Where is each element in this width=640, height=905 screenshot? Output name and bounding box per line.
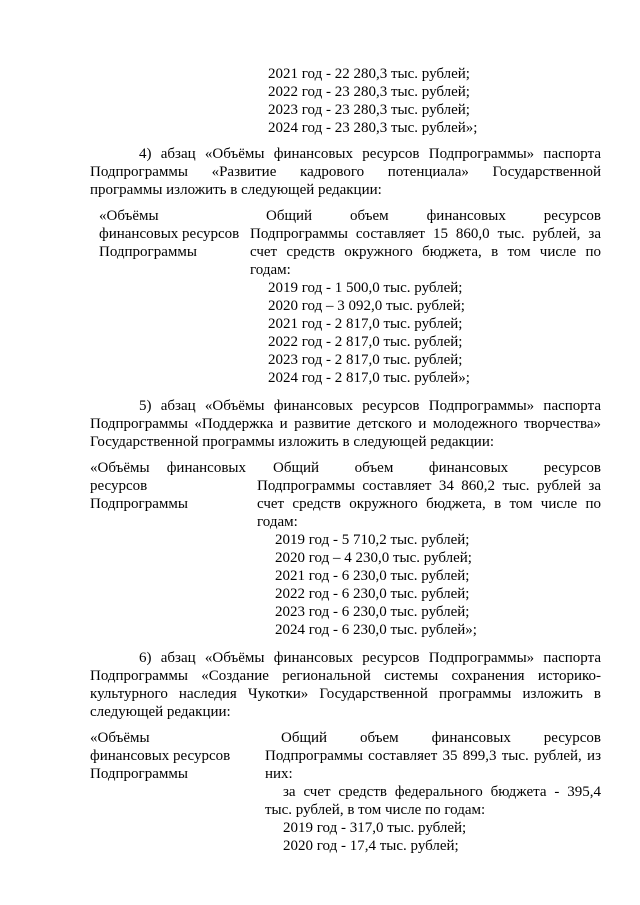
table-text-line: Общий объем финансовых ресурсов: [266, 208, 601, 224]
table-text-line: них:: [265, 766, 293, 782]
year-line: 2022 год - 6 230,0 тыс. рублей;: [275, 586, 470, 602]
year-line: 2020 год – 4 230,0 тыс. рублей;: [275, 550, 472, 566]
table-label: Подпрограммы: [90, 766, 188, 782]
year-line: 2020 год - 17,4 тыс. рублей;: [283, 838, 459, 854]
year-line: 2024 год - 23 280,3 тыс. рублей»;: [268, 120, 478, 136]
year-line: 2024 год - 2 817,0 тыс. рублей»;: [268, 370, 470, 386]
paragraph-line: 4) абзац «Объёмы финансовых ресурсов Подпрограммы» паспорта: [139, 146, 601, 162]
table-label: Подпрограммы: [90, 496, 188, 512]
paragraph-line: 6) абзац «Объёмы финансовых ресурсов Подпрограммы» паспорта: [139, 650, 601, 666]
table-text-line: Общий объем финансовых ресурсов: [281, 730, 601, 746]
year-line: 2023 год - 6 230,0 тыс. рублей;: [275, 604, 470, 620]
paragraph-line: 5) абзац «Объёмы финансовых ресурсов Подпрограммы» паспорта: [139, 398, 601, 414]
table-text-line: Подпрограммы составляет 15 860,0 тыс. рублей, за: [250, 226, 601, 242]
table-text-line: тыс. рублей, в том числе по годам:: [265, 802, 486, 818]
table-label: «Объёмы финансовых: [90, 460, 246, 476]
table-text-line: годам:: [250, 262, 291, 278]
year-line: 2024 год - 6 230,0 тыс. рублей»;: [275, 622, 477, 638]
year-line: 2021 год - 2 817,0 тыс. рублей;: [268, 316, 463, 332]
year-line: 2023 год - 2 817,0 тыс. рублей;: [268, 352, 463, 368]
year-line: 2021 год - 22 280,3 тыс. рублей;: [268, 66, 470, 82]
table-label: ресурсов: [90, 478, 148, 494]
year-line: 2022 год - 23 280,3 тыс. рублей;: [268, 84, 470, 100]
table-text-line: Подпрограммы составляет 34 860,2 тыс. рублей за: [257, 478, 601, 494]
year-line: 2019 год - 317,0 тыс. рублей;: [283, 820, 467, 836]
year-line: 2023 год - 23 280,3 тыс. рублей;: [268, 102, 470, 118]
year-line: 2019 год - 1 500,0 тыс. рублей;: [268, 280, 463, 296]
year-line: 2019 год - 5 710,2 тыс. рублей;: [275, 532, 470, 548]
table-text-line: счет средств окружного бюджета, в том числе по: [250, 244, 601, 260]
paragraph-line: культурного наследия Чукотки» Государственной программы изложить в: [90, 686, 601, 702]
table-label: финансовых ресурсов: [90, 748, 231, 764]
paragraph-line: Государственной программы изложить в следующей редакции:: [90, 434, 495, 450]
table-label: «Объёмы: [90, 730, 150, 746]
year-line: 2022 год - 2 817,0 тыс. рублей;: [268, 334, 463, 350]
paragraph-line: Подпрограммы «Поддержка и развитие детского и молодежного творчества»: [90, 416, 601, 432]
paragraph-line: Подпрограммы «Создание региональной системы сохранения историко-: [90, 668, 601, 684]
table-label: «Объёмы: [99, 208, 159, 224]
year-line: 2021 год - 6 230,0 тыс. рублей;: [275, 568, 470, 584]
table-label: Подпрограммы: [99, 244, 197, 260]
table-text-line: годам:: [257, 514, 298, 530]
table-text-line: Общий объем финансовых ресурсов: [273, 460, 601, 476]
table-label: финансовых ресурсов: [99, 226, 240, 242]
paragraph-line: Подпрограммы «Развитие кадрового потенциала» Государственной: [90, 164, 601, 180]
year-line: 2020 год – 3 092,0 тыс. рублей;: [268, 298, 465, 314]
paragraph-line: программы изложить в следующей редакции:: [90, 182, 382, 198]
table-text-line: Подпрограммы составляет 35 899,3 тыс. рублей, из: [265, 748, 601, 764]
table-text-line: счет средств окружного бюджета, в том числе по: [257, 496, 601, 512]
paragraph-line: следующей редакции:: [90, 704, 231, 720]
table-text-line: за счет средств федерального бюджета - 395,4: [283, 784, 601, 800]
